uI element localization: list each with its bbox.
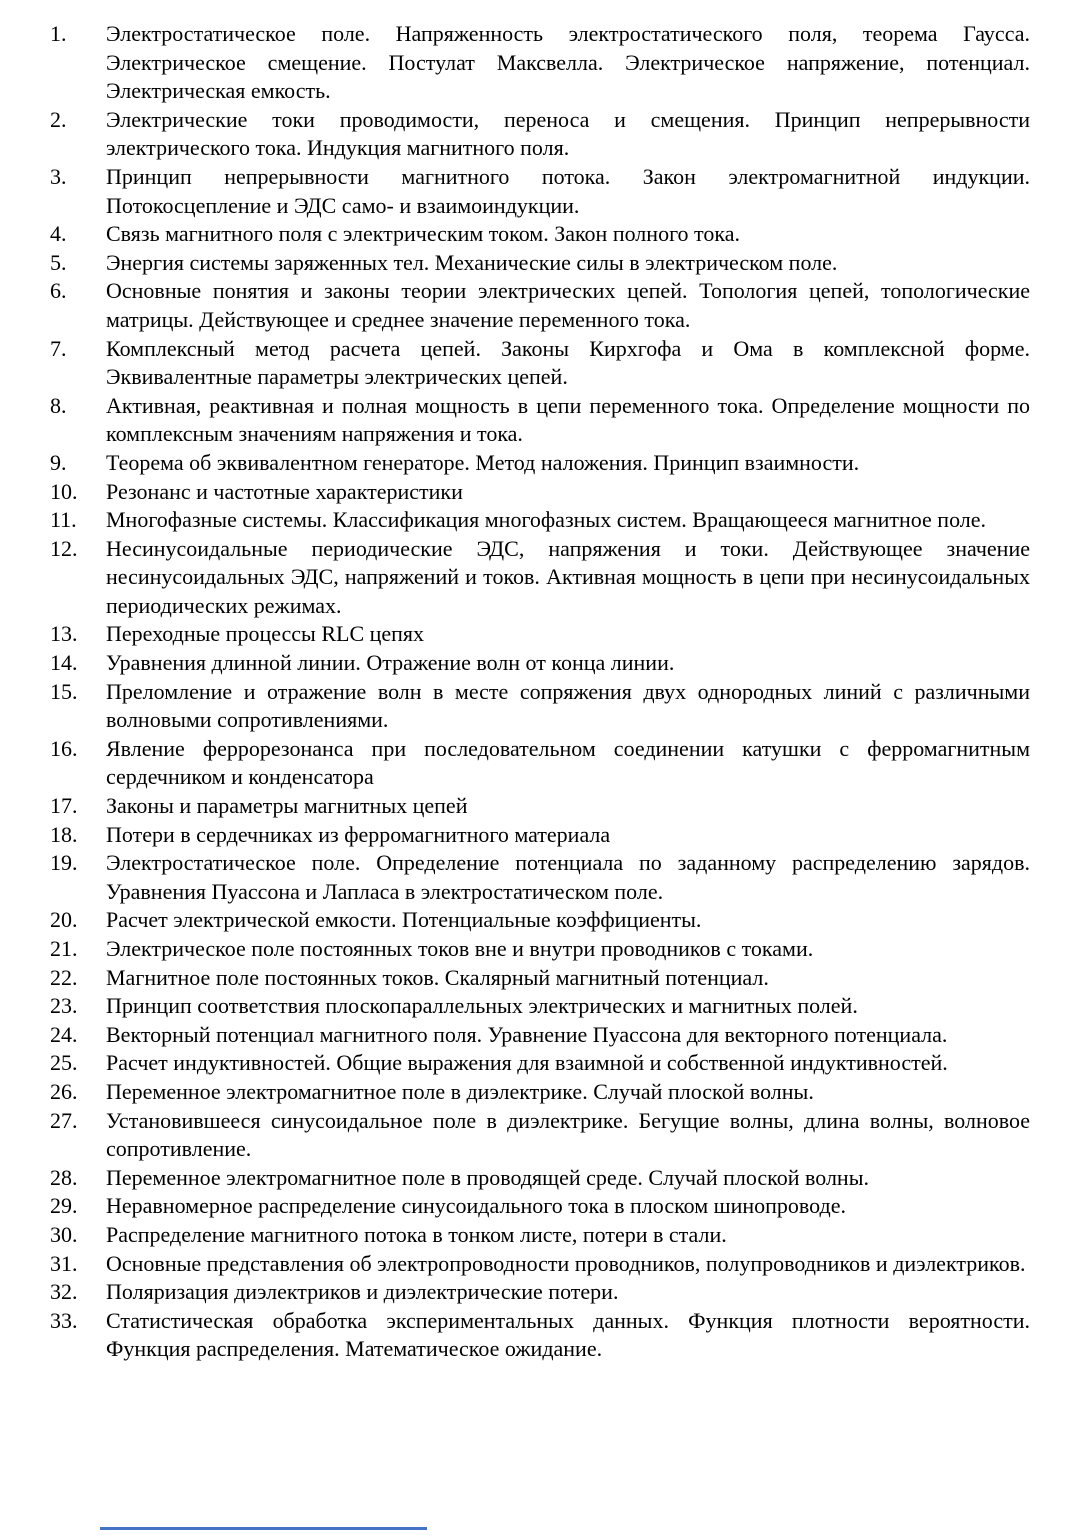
- item-number: 9.: [50, 449, 67, 475]
- list-item: [50, 992, 1030, 1021]
- list-item: [50, 649, 1030, 678]
- item-number: 6.: [50, 278, 67, 304]
- list-item: [50, 1278, 1030, 1307]
- list-item: [50, 849, 1030, 906]
- item-text: Переходные процессы RLC цепях: [106, 621, 425, 647]
- list-item: [50, 935, 1030, 964]
- item-text: Комплексный метод расчета цепей. Законы Кирхгофа и Ома в комплексной форме. Эквивалентные параметры электрических цепей.: [106, 335, 1030, 390]
- item-text: Энергия системы заряженных тел. Механические силы в электрическом поле.: [106, 249, 838, 275]
- item-number: 31.: [50, 1250, 78, 1276]
- item-text: Поляризация диэлектриков и диэлектрические потери.: [106, 1279, 619, 1305]
- item-text: Электрическое поле постоянных токов вне и внутри проводников с токами.: [106, 936, 814, 961]
- list-item: [50, 1078, 1030, 1107]
- item-number: 16.: [50, 735, 78, 761]
- list-item: [50, 1164, 1030, 1193]
- item-text: Электрические токи проводимости, переноса и смещения. Принцип непрерывности электрического тока. Индукция магнитного поля.: [106, 106, 1030, 161]
- list-item: [50, 964, 1030, 993]
- item-text: Активная, реактивная и полная мощность в цепи переменного тока. Определение мощности по комплексным значениям напряжения и тока.: [106, 392, 1030, 447]
- item-text: Теорема об эквивалентном генераторе. Метод наложения. Принцип взаимности.: [106, 449, 860, 475]
- list-item: [50, 1221, 1030, 1250]
- list-item: [50, 506, 1030, 535]
- item-number: 5.: [50, 249, 67, 275]
- item-text: Законы и параметры магнитных цепей: [106, 793, 468, 819]
- list-item: [50, 535, 1030, 621]
- item-number: 25.: [50, 1050, 78, 1076]
- list-item: [50, 1021, 1030, 1050]
- item-number: 22.: [50, 964, 78, 990]
- item-text: Расчет электрической емкости. Потенциальные коэффициенты.: [106, 907, 702, 933]
- item-number: 1.: [50, 21, 67, 46]
- item-number: 10.: [50, 478, 78, 504]
- item-number: 14.: [50, 650, 78, 676]
- item-text: Несинусоидальные периодические ЭДС, напряжения и токи. Действующее значение несинусоидальных ЭДС, напряжений и токов. Активная мощность в цепи при несинусоидальных периодических режимах.: [106, 535, 1030, 618]
- item-number: 13.: [50, 621, 78, 647]
- topic-list: [50, 20, 1030, 1364]
- list-item: [50, 1192, 1030, 1221]
- item-text: Принцип непрерывности магнитного потока. Закон электромагнитной индукции. Потокосцепление и ЭДС само- и взаимоиндукции.: [106, 163, 1030, 218]
- item-number: 20.: [50, 907, 78, 933]
- item-number: 12.: [50, 535, 78, 561]
- item-number: 4.: [50, 221, 67, 247]
- item-text: Неравномерное распределение синусоидального тока в плоском шинопроводе.: [106, 1193, 846, 1219]
- item-text: Переменное электромагнитное поле в проводящей среде. Случай плоской волны.: [106, 1164, 869, 1190]
- list-item: [50, 335, 1030, 392]
- item-text: Многофазные системы. Классификация многофазных систем. Вращающееся магнитное поле.: [106, 507, 987, 533]
- item-number: 23.: [50, 993, 78, 1019]
- item-text: Связь магнитного поля с электрическим током. Закон полного тока.: [106, 221, 740, 247]
- item-text: Потери в сердечниках из ферромагнитного материала: [106, 821, 611, 847]
- item-number: 18.: [50, 821, 78, 847]
- item-text: Векторный потенциал магнитного поля. Уравнение Пуассона для векторного потенциала.: [106, 1021, 948, 1047]
- item-text: Электростатическое поле. Определение потенциала по заданному распределению зарядов. Уравнения Пуассона и Лапласа в электростатическом поле.: [106, 850, 1030, 904]
- item-number: 27.: [50, 1107, 78, 1133]
- item-number: 24.: [50, 1021, 78, 1047]
- item-number: 21.: [50, 936, 78, 961]
- item-text: Основные понятия и законы теории электрических цепей. Топология цепей, топологические матрицы. Действующее и среднее значение переменного тока.: [106, 278, 1030, 332]
- item-number: 17.: [50, 793, 78, 819]
- list-item: [50, 20, 1030, 106]
- list-item: [50, 163, 1030, 220]
- item-text: Уравнения длинной линии. Отражение волн от конца линии.: [106, 650, 675, 676]
- item-number: 28.: [50, 1164, 78, 1190]
- item-text: Расчет индуктивностей. Общие выражения для взаимной и собственной индуктивностей.: [106, 1050, 948, 1076]
- item-text: Магнитное поле постоянных токов. Скалярный магнитный потенциал.: [106, 964, 769, 990]
- item-number: 7.: [50, 335, 67, 361]
- item-text: Электростатическое поле. Напряженность электростатического поля, теорема Гаусса. Электрическое смещение. Постулат Максвелла. Электрическое напряжение, потенциал. Электрическая емкость.: [106, 21, 1030, 104]
- list-item: [50, 220, 1030, 249]
- list-item: [50, 735, 1030, 792]
- item-number: 26.: [50, 1078, 78, 1104]
- list-item: [50, 249, 1030, 278]
- item-number: 33.: [50, 1307, 78, 1333]
- item-text: Распределение магнитного потока в тонком листе, потери в стали.: [106, 1221, 727, 1247]
- item-number: 2.: [50, 106, 67, 132]
- list-item: [50, 1049, 1030, 1078]
- list-item: [50, 678, 1030, 735]
- list-item: [50, 1107, 1030, 1164]
- item-text: Статистическая обработка экспериментальных данных. Функция плотности вероятности. Функция распределения. Математическое ожидание.: [106, 1307, 1030, 1362]
- item-number: 32.: [50, 1279, 78, 1305]
- list-item: [50, 106, 1030, 163]
- list-item: [50, 1250, 1030, 1279]
- item-number: 11.: [50, 507, 77, 533]
- document-page: [50, 20, 1030, 1364]
- list-item: [50, 1307, 1030, 1364]
- bottom-blue-line: [100, 1527, 427, 1530]
- item-text: Резонанс и частотные характеристики: [106, 478, 463, 504]
- item-text: Явление феррорезонанса при последовательном соединении катушки с ферромагнитным сердечником и конденсатора: [106, 735, 1030, 790]
- item-text: Установившееся синусоидальное поле в диэлектрике. Бегущие волны, длина волны, волновое сопротивление.: [106, 1107, 1030, 1162]
- item-text: Принцип соответствия плоскопараллельных электрических и магнитных полей.: [106, 993, 858, 1019]
- item-text: Переменное электромагнитное поле в диэлектрике. Случай плоской волны.: [106, 1078, 814, 1104]
- list-item: [50, 821, 1030, 850]
- item-number: 29.: [50, 1193, 78, 1219]
- list-item: [50, 478, 1030, 507]
- list-item: [50, 620, 1030, 649]
- list-item: [50, 392, 1030, 449]
- item-number: 19.: [50, 850, 78, 876]
- item-number: 8.: [50, 392, 67, 418]
- item-number: 3.: [50, 163, 67, 189]
- list-item: [50, 277, 1030, 334]
- item-text: Основные представления об электропроводности проводников, полупроводников и диэлектриков.: [106, 1250, 1026, 1276]
- list-item: [50, 449, 1030, 478]
- item-number: 30.: [50, 1221, 78, 1247]
- item-text: Преломление и отражение волн в месте сопряжения двух однородных линий с различными волновыми сопротивлениями.: [106, 678, 1030, 733]
- list-item: [50, 906, 1030, 935]
- item-number: 15.: [50, 678, 78, 704]
- list-item: [50, 792, 1030, 821]
